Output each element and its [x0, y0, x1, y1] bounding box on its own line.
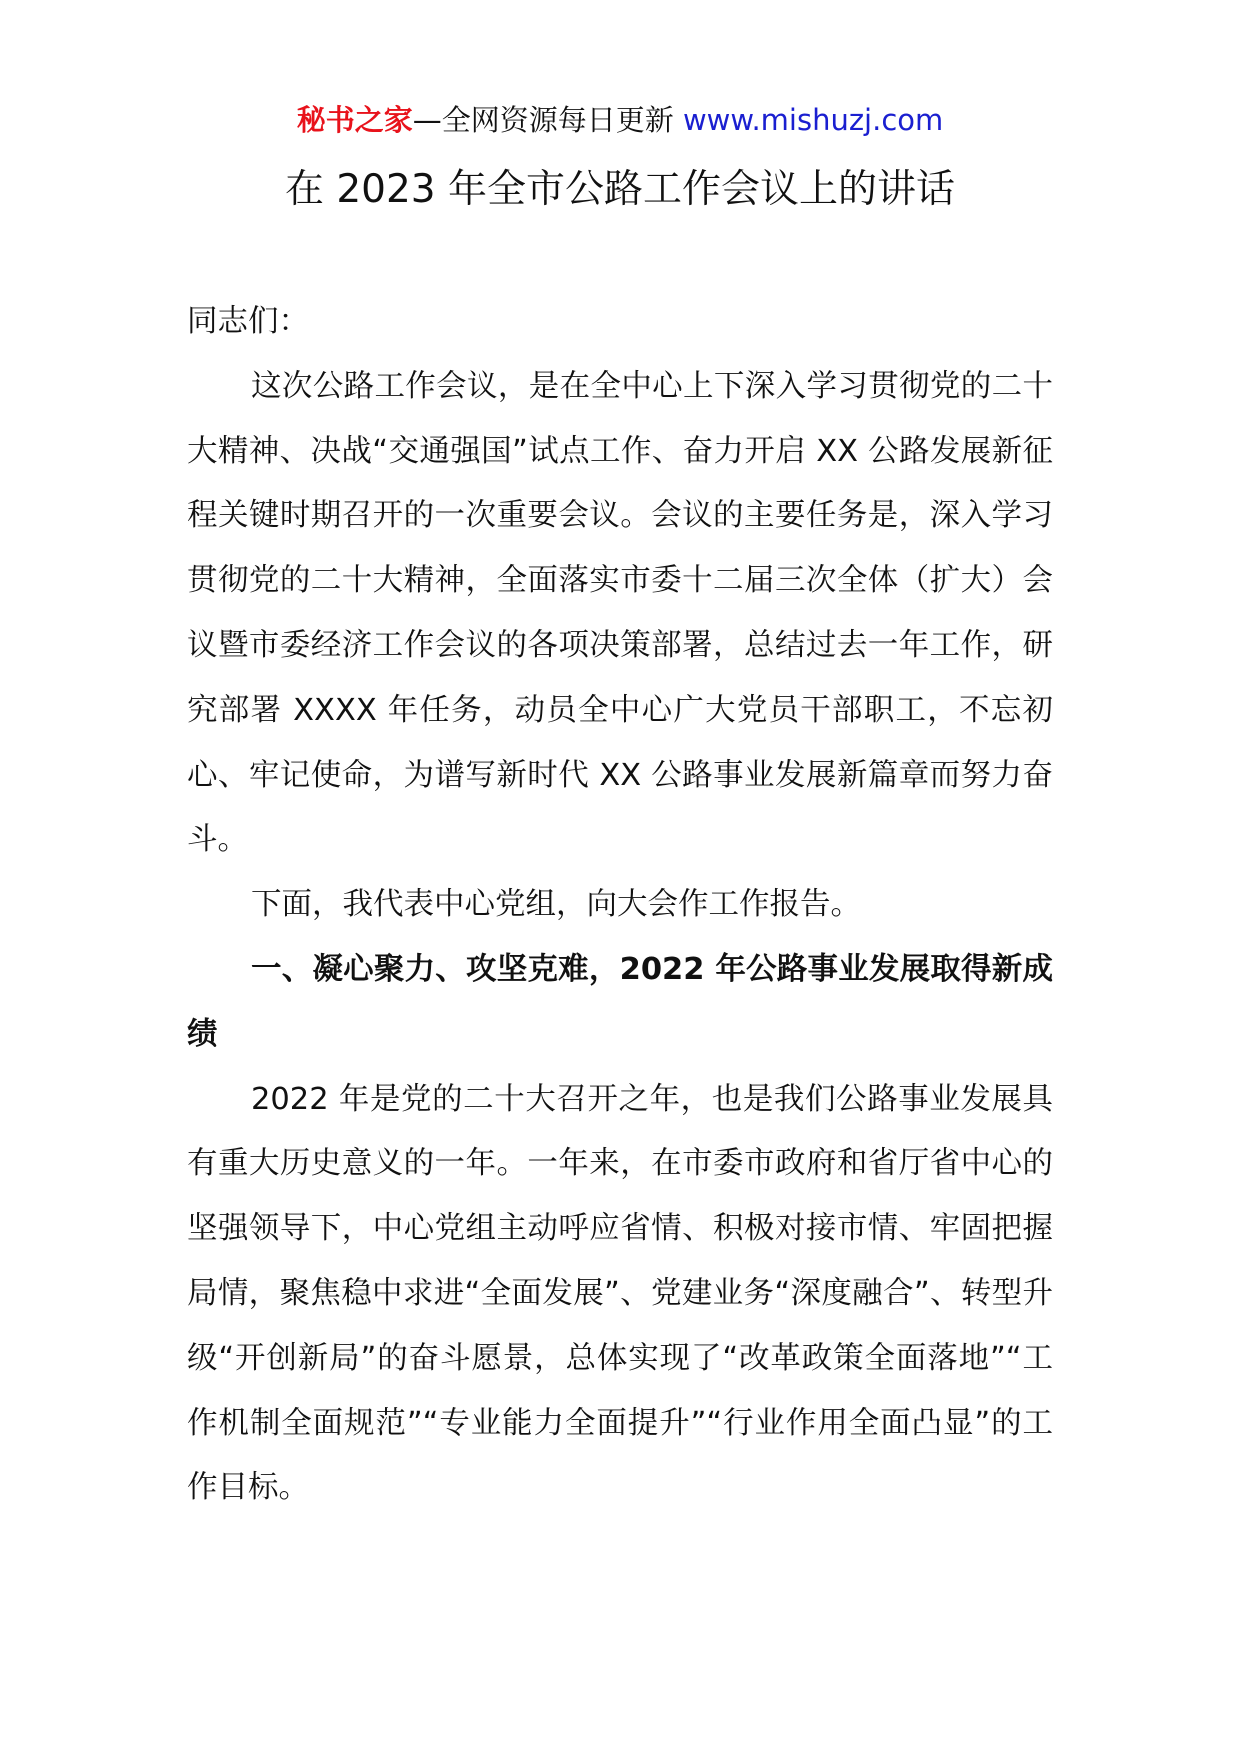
brand-name: 秘书之家 [296, 103, 413, 137]
watermark-header [0, 100, 1240, 140]
paragraph-opening: 这次公路工作会议，是在全中心上下深入学习贯彻党的二十大精神、决战“交通强国”试点工作、奋力开启 XX 公路发展新征程关键时期召开的一次重要会议。会议的主要任务是，深入学习贯彻党的二十大精神，全面落实市委十二届三次全体（扩大）会议暨市委经济工作会议的各项决策部署，总结过去一年工作，研究部署 XXXX 年任务，动员全中心广大党员干部职工，不忘初心、牢记使命，为谱写新时代 XX 公路事业发展新篇章而努力奋斗。 [187, 368, 1053, 858]
document-title: 在 2023 年全市公路工作会议上的讲话 [284, 167, 956, 212]
section-heading-one: 一、凝心聚力、攻坚克难，2022 年公路事业发展取得新成绩 [187, 951, 1053, 1052]
site-url[interactable]: www.mishuzj.com [682, 103, 944, 137]
paragraph-report-intro: 下面，我代表中心党组，向大会作工作报告。 [251, 887, 861, 923]
header-tagline: —全网资源每日更新 [412, 103, 683, 137]
salutation: 同志们： [187, 304, 309, 339]
document-body [187, 290, 1053, 1521]
paragraph-2022-review: 2022 年是党的二十大召开之年，也是我们公路事业发展具有重大历史意义的一年。一年来，在市委市政府和省厅省中心的坚强领导下，中心党组主动呼应省情、积极对接市情、牢固把握局情，聚焦稳中求进“全面发展”、党建业务“深度融合”、转型升级“开创新局”的奋斗愿景，总体实现了“改革政策全面落地”“工作机制全面规范”“专业能力全面提升”“行业作用全面凸显”的工作目标。 [187, 1081, 1053, 1506]
